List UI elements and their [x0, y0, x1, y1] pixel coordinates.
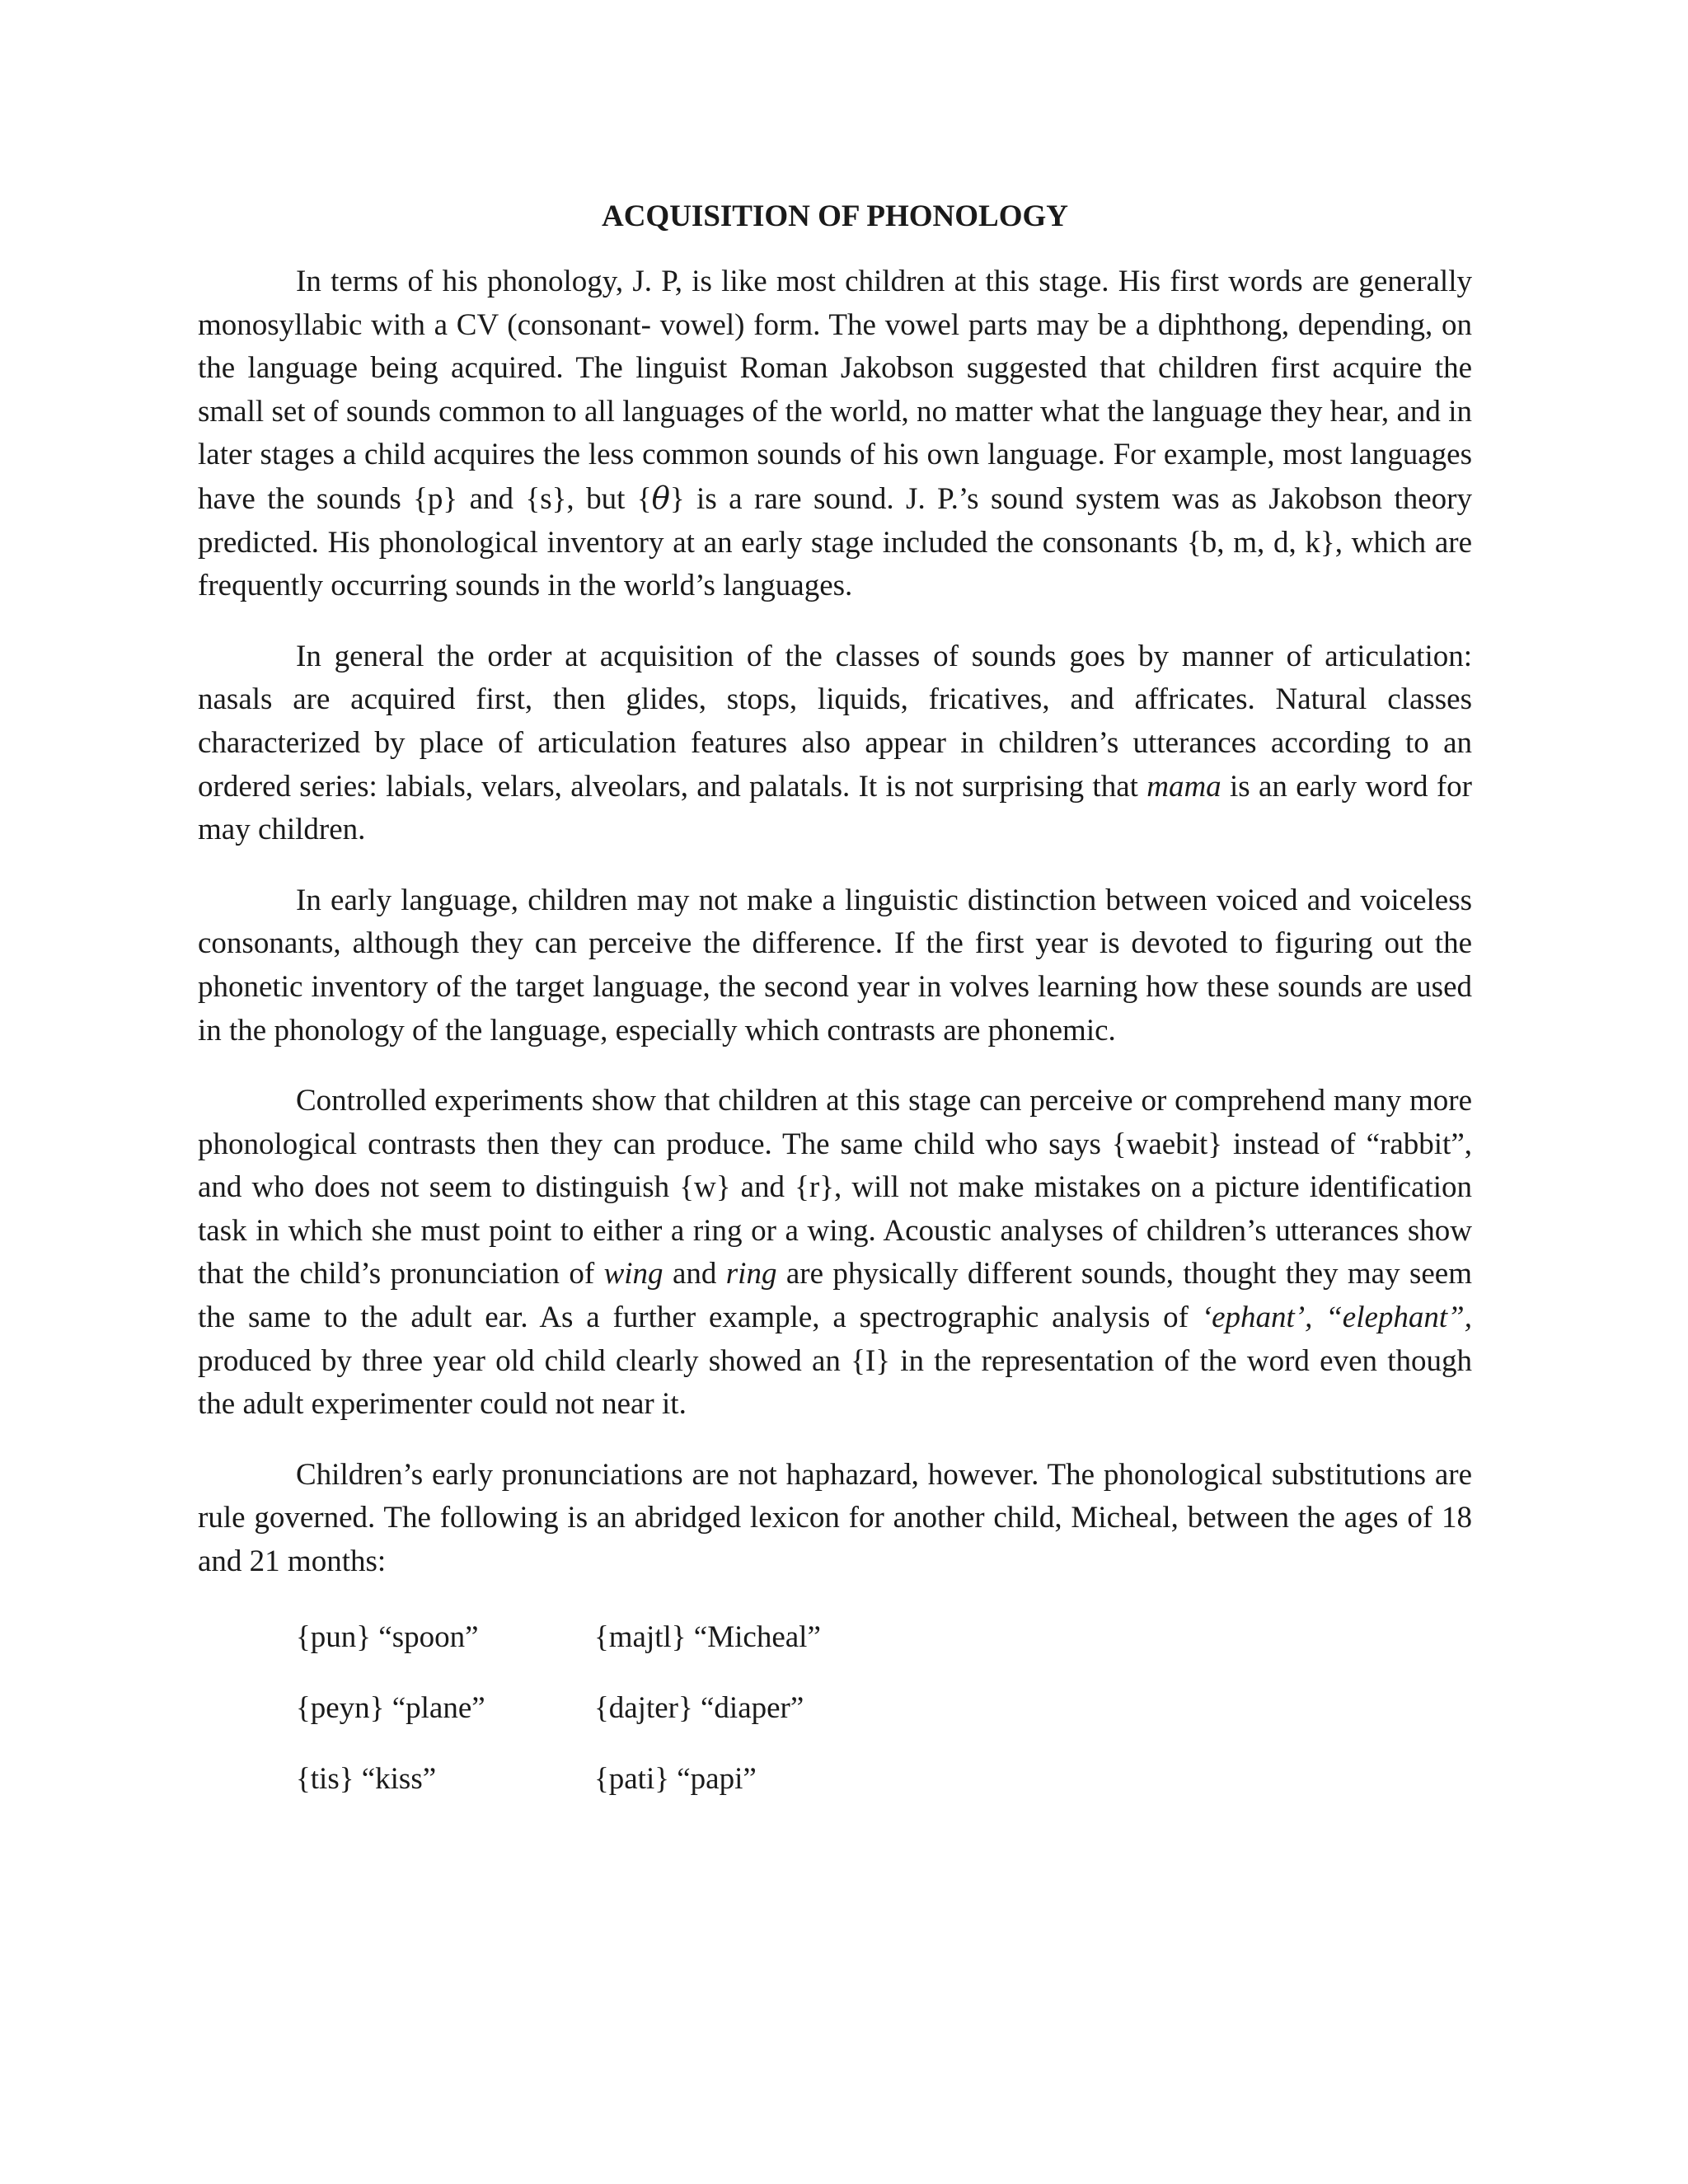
lexicon-entry: {majtl} “Micheal” — [594, 1619, 821, 1654]
lexicon-entry: {dajter} “diaper” — [594, 1690, 804, 1725]
lexicon-row — [198, 1617, 1472, 1688]
document-page — [198, 196, 1472, 1830]
lexicon-entry: {tis} “kiss” — [296, 1761, 437, 1796]
lexicon-row — [198, 1759, 1472, 1830]
paragraph-4: Controlled experiments show that children at this stage can perceive or comprehend many more phonological contrasts then they can produce. The same child who says {waebit} instead of “rabbit”, and who does not seem to distinguish {w} and {r}, will not make mistakes on a picture identification task in which she must point to either a ring or a wing. Acoustic analyses of children’s utterances show that the child’s pronunciation of wing and ring are physically different sounds, thought they may seem the same to the adult ear. As a further example, a spectrographic analysis of ‘ephant’, “elephant”, produced by three year old child clearly showed an {I} in the representation of the word even though the adult experimenter could not near it. — [198, 1084, 1473, 1422]
paragraph-3: In early language, children may not make a linguistic distinction between voiced and voiceless consonants, although they can perceive the difference. If the first year is devoted to figuring out the phonetic inventory of the target language, the second year in volves learning how these sounds are used in the phonology of the language, especially which contrasts are phonemic. — [198, 883, 1472, 1047]
lexicon-entry: {peyn} “plane” — [296, 1690, 485, 1725]
paragraph-2: In general the order at acquisition of the classes of sounds goes by manner of articulation: nasals are acquired first, then glides, stops, liquids, fricatives, and affricates. Natural classes characterized by place of articulation features also appear in children’s utterances according to an ordered series: labials, velars, alveolars, and palatals. It is not surprising that mama is an early word for may children. — [198, 639, 1472, 847]
paragraph-5: Children’s early pronunciations are not haphazard, however. The phonological substitutions are rule governed. The following is an abridged lexicon for another child, Micheal, between the ages of 18 and 21 months: — [198, 1457, 1472, 1579]
lexicon-list — [198, 1617, 1472, 1830]
paragraph-1: In terms of his phonology, J. P, is like most children at this stage. His first words are generally monosyllabic with a CV (consonant- vowel) form. The vowel parts may be a diphthong, depending, on the language being acquired. The linguist Roman Jakobson suggested that children first acquire the small set of sounds common to all languages of the world, no matter what the language they hear, and in later stages a child acquires the less common sounds of his own language. For example, most languages have the sounds {p} and {s}, but {θ} is a rare sound. J. P.’s sound system was as Jakobson theory predicted. His phonological inventory at an early stage included the consonants {b, m, d, k}, which are frequently occurring sounds in the world’s languages. — [198, 265, 1472, 603]
lexicon-entry: {pati} “papi” — [594, 1761, 757, 1796]
theta-symbol: θ — [651, 480, 670, 516]
lexicon-entry: {pun} “spoon” — [296, 1619, 479, 1654]
page-title: ACQUISITION OF PHONOLOGY — [601, 199, 1069, 233]
lexicon-row — [198, 1688, 1472, 1759]
